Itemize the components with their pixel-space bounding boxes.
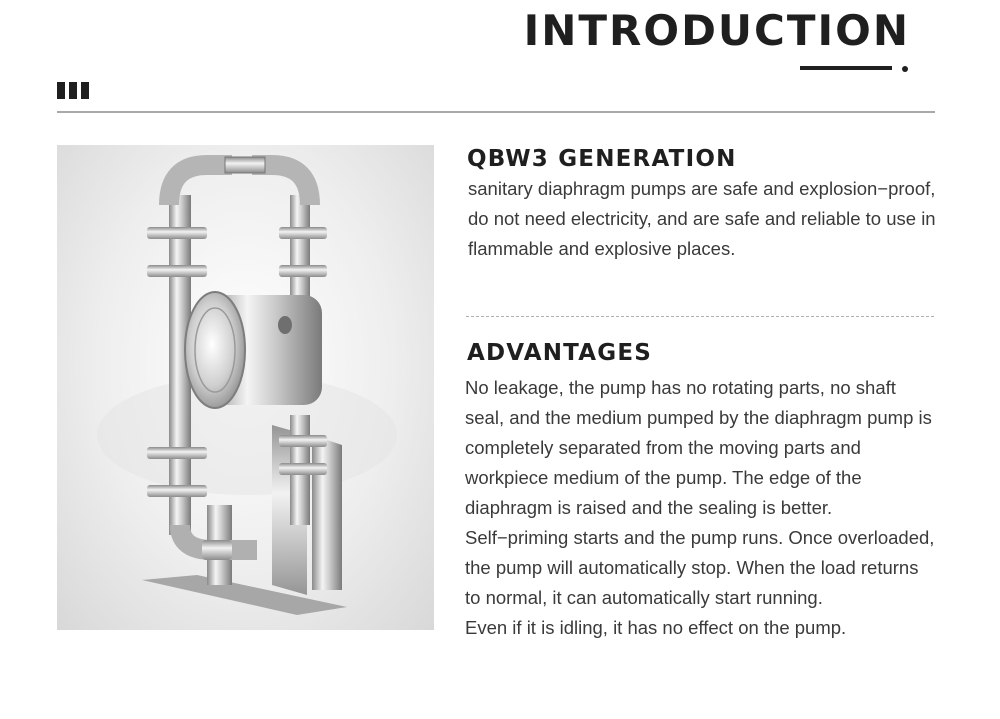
dashed-divider	[466, 316, 934, 317]
marker-bar	[57, 82, 65, 99]
marker-bar	[69, 82, 77, 99]
diaphragm-pump-illustration	[57, 145, 434, 630]
section-heading-generation: QBW3 GENERATION	[467, 146, 737, 172]
product-photo	[57, 145, 434, 630]
generation-description	[468, 174, 938, 264]
advantage-paragraph: No leakage, the pump has no rotating parts, no shaft seal, and the medium pumped by the diaphragm pump is completely separated from the moving parts and workpiece medium of the pump. The edge of the diaphragm is raised and the sealing is better.	[465, 377, 932, 518]
title-underline	[800, 66, 892, 70]
section-heading-advantages: ADVANTAGES	[467, 340, 653, 366]
marker-bar	[81, 82, 89, 99]
section-marker-bars	[57, 82, 89, 99]
advantage-paragraph: Self−priming starts and the pump runs. Once overloaded, the pump will automatically stop. When the load returns to normal, it can automatically start running.	[465, 527, 935, 608]
advantages-description	[465, 373, 935, 643]
header-divider	[57, 111, 935, 113]
generation-text: sanitary diaphragm pumps are safe and explosion−proof, do not need electricity, and are safe and reliable to use in flammable and explosive places.	[468, 178, 936, 259]
page-title: INTRODUCTION	[523, 6, 910, 55]
advantage-paragraph: Even if it is idling, it has no effect on the pump.	[465, 617, 847, 638]
title-dot	[902, 66, 908, 72]
